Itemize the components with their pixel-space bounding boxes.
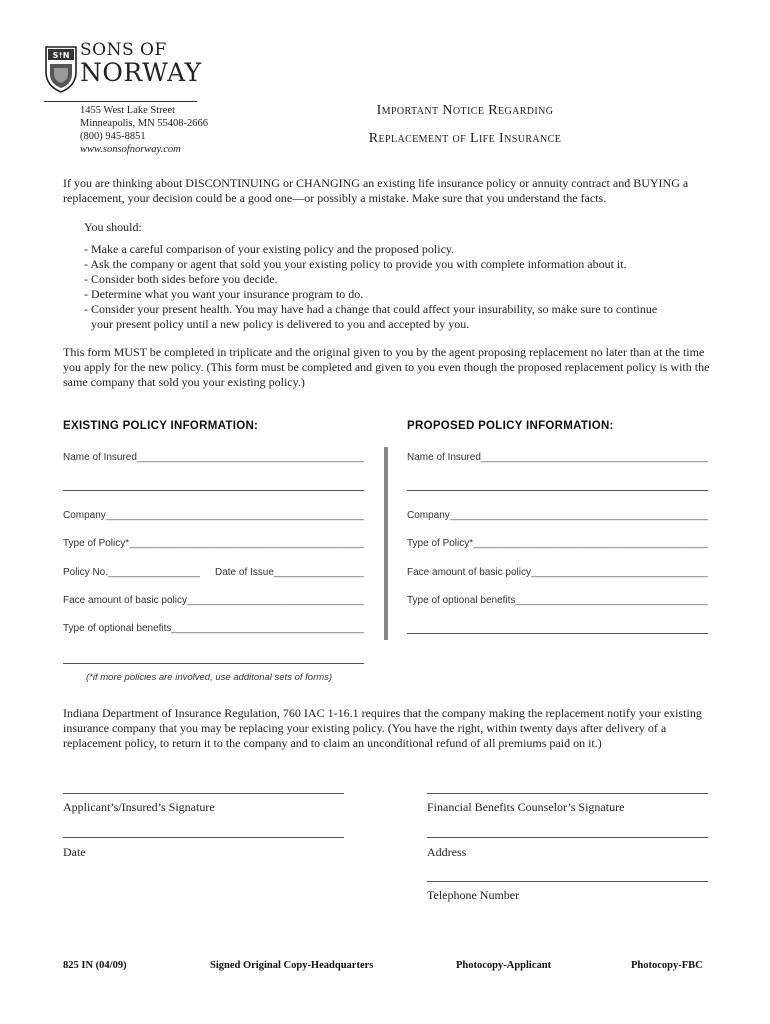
page-title: [320, 97, 610, 153]
list-item: - Consider your present health. You may have had a change that could affect your insurability, so make sure to continue: [84, 302, 658, 316]
advice-list: [84, 242, 724, 332]
proposed-name-insured-line2[interactable]: [407, 490, 708, 491]
logo-wordmark: [80, 42, 202, 85]
existing-extra-line[interactable]: [63, 663, 364, 664]
counselor-signature-label: Financial Benefits Counselor’s Signature: [427, 800, 625, 814]
triplicate-paragraph: This form MUST be completed in triplicate and the original given to you by the agent proposing replacement no later than at the time you apply for the new policy. (This form must be completed and given to you even though the proposed replacement policy is with the same company that sold you your existing policy.): [63, 345, 710, 389]
intro-paragraph: If you are thinking about DISCONTINUING or CHANGING an existing life insurance policy or annuity contract and BUYING a replacement, your decision could be a good one—or possibly a mistake. Make sure that you understand the facts.: [63, 176, 689, 205]
list-item: - Make a careful comparison of your existing policy and the proposed policy.: [84, 242, 455, 256]
title-line2: Replacement of Life Insurance: [368, 131, 562, 146]
proposed-extra-line[interactable]: [407, 633, 708, 634]
address-phone: (800) 945-8851: [80, 131, 146, 142]
logo-divider: [44, 101, 197, 102]
list-item: - Consider both sides before you decide.: [84, 272, 278, 286]
existing-type-of-policy-field[interactable]: Type of Policy* _____: [63, 538, 364, 549]
title-line1: Important Notice Regarding: [376, 103, 554, 118]
existing-name-insured-line2[interactable]: [63, 490, 364, 491]
applicant-signature-line[interactable]: [63, 793, 344, 794]
list-item: - Ask the company or agent that sold you your existing policy to provide you with complete information about it.: [84, 257, 627, 271]
logo-line2: NORWAY: [80, 58, 202, 87]
existing-face-amount-field[interactable]: Face amount of basic policy _____: [63, 595, 364, 606]
more-policies-note: (*if more policies are involved, use additonal sets of forms): [86, 672, 333, 683]
you-should-label: You should:: [84, 220, 142, 234]
proposed-policy-heading: PROPOSED POLICY INFORMATION:: [407, 420, 614, 432]
telephone-line[interactable]: [427, 881, 708, 882]
list-item: - Determine what you want your insurance program to do.: [84, 287, 364, 301]
proposed-optional-benefits-field[interactable]: Type of optional benefits _____: [407, 595, 708, 606]
shield-icon: [44, 44, 78, 94]
indiana-paragraph: Indiana Department of Insurance Regulation, 760 IAC 1-16.1 requires that the company making the replacement notify your existing insurance company that you may be replacing your existing policy. (You have the right, within twenty days after delivery of a replacement policy, to return it to the company and to claim an unconditional refund of all premiums paid on it.): [63, 706, 702, 750]
address-city: Minneapolis, MN 55408-2666: [80, 118, 209, 129]
shield-text: S☨N: [52, 51, 70, 60]
form-number: 825 IN (04/09): [63, 960, 127, 971]
existing-date-of-issue-field[interactable]: Date of Issue _____: [215, 567, 364, 578]
date-label: Date: [63, 845, 86, 859]
existing-policy-heading: EXISTING POLICY INFORMATION:: [63, 420, 259, 432]
address-label: Address: [427, 845, 467, 859]
logo-line1: SONS OF: [80, 40, 167, 60]
applicant-signature-label: Applicant’s/Insured’s Signature: [63, 800, 215, 814]
proposed-company-field[interactable]: Company _____: [407, 510, 708, 521]
existing-policy-no-field[interactable]: Policy No. _____: [63, 567, 200, 578]
telephone-label: Telephone Number: [427, 888, 520, 902]
address-block: [80, 104, 208, 156]
proposed-type-of-policy-field[interactable]: Type of Policy* _____: [407, 538, 708, 549]
list-item: your present policy until a new policy is delivered to you and accepted by you.: [91, 317, 470, 331]
footer-fbc-copy: Photocopy-FBC: [631, 960, 703, 971]
address-website: www.sonsofnorway.com: [80, 144, 181, 155]
footer-original-copy: Signed Original Copy-Headquarters: [210, 960, 374, 971]
counselor-signature-line[interactable]: [427, 793, 708, 794]
address-line[interactable]: [427, 837, 708, 838]
existing-name-insured-field[interactable]: Name of Insured _____: [63, 452, 364, 463]
existing-company-field[interactable]: Company _____: [63, 510, 364, 521]
column-divider: [384, 447, 388, 640]
existing-optional-benefits-field[interactable]: Type of optional benefits _____: [63, 623, 364, 634]
date-line[interactable]: [63, 837, 344, 838]
footer-applicant-copy: Photocopy-Applicant: [456, 960, 552, 971]
proposed-name-insured-field[interactable]: Name of Insured _____: [407, 452, 708, 463]
proposed-face-amount-field[interactable]: Face amount of basic policy _____: [407, 567, 708, 578]
address-street: 1455 West Lake Street: [80, 105, 175, 116]
